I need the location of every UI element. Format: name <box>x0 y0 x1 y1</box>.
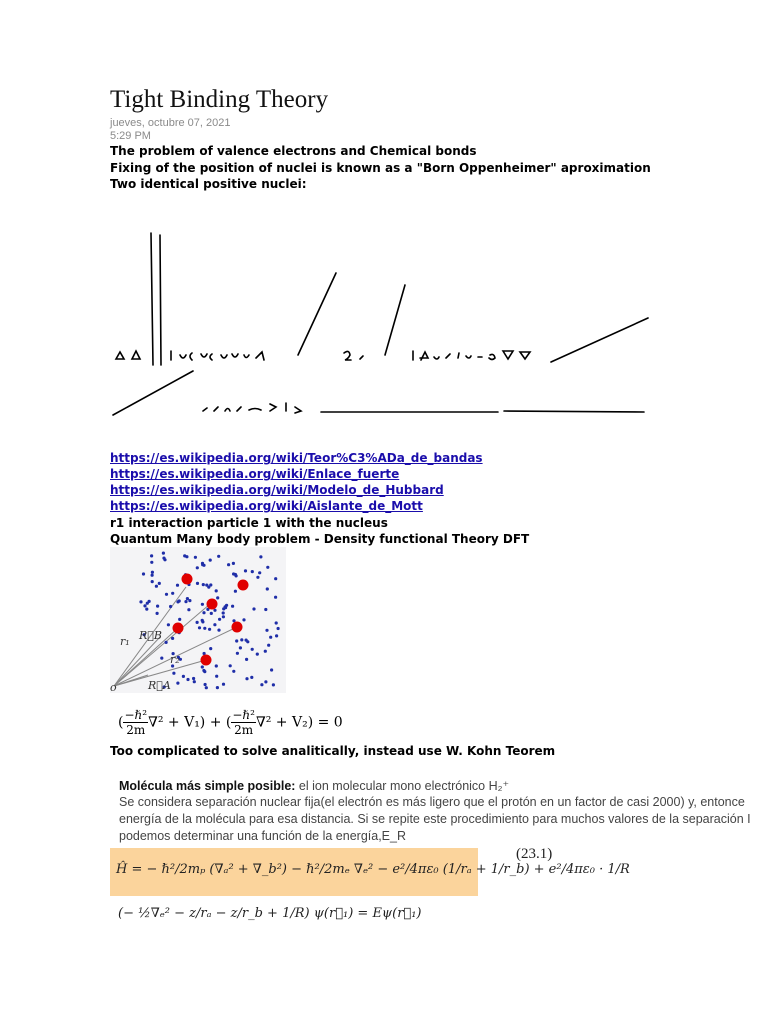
kohn-theorem-text: Too complicated to solve analitically, instead use W. Kohn Teorem <box>110 744 556 758</box>
electron-dot <box>222 611 225 614</box>
page-title: Tight Binding Theory <box>110 86 329 113</box>
electron-dot <box>251 648 254 651</box>
two-nuclei-text: Two identical positive nuclei: <box>110 177 307 191</box>
nucleus-dot <box>207 599 218 610</box>
electron-dot <box>266 587 269 590</box>
link-aislante-de-mott[interactable]: https://es.wikipedia.org/wiki/Aislante_de_Mott <box>110 499 423 513</box>
electron-dot <box>176 682 179 685</box>
electron-dot <box>222 683 225 686</box>
electron-dot <box>274 577 277 580</box>
electron-dot <box>207 586 210 589</box>
electron-dot <box>239 646 242 649</box>
electron-dot <box>277 627 280 630</box>
book-line-3: energía de la molécula para esa distancia. Si se repite este procedimiento para muchos valores de la separación I <box>119 812 751 826</box>
electron-dot <box>150 561 153 564</box>
nucleus-dot <box>238 580 249 591</box>
electron-dot <box>245 658 248 661</box>
electron-dot <box>196 566 199 569</box>
electron-dot <box>203 627 206 630</box>
schrodinger-equation: (− ½∇ₑ² − z/rₐ − z/r_b + 1/R) ψ(r⃗₁) = Eψ(r⃗₁) <box>118 906 422 921</box>
electron-dot <box>178 618 181 621</box>
electron-dot <box>204 683 207 686</box>
electron-dot <box>172 672 175 675</box>
nucleus-dot <box>173 623 184 634</box>
nucleus-dot <box>182 574 193 585</box>
electron-dot <box>184 600 187 603</box>
post-date: jueves, octubre 07, 2021 <box>110 117 231 129</box>
electron-dot <box>169 605 172 608</box>
electron-dot <box>188 599 191 602</box>
electron-dot <box>193 680 196 683</box>
electron-dot <box>215 589 218 592</box>
electron-dot <box>146 602 149 605</box>
electron-dot <box>186 678 189 681</box>
electron-dot <box>244 569 247 572</box>
electron-dot <box>258 571 261 574</box>
electron-dot <box>202 669 205 672</box>
electron-dot <box>209 559 212 562</box>
electron-dot <box>236 652 239 655</box>
electron-dot <box>275 634 278 637</box>
electron-dot <box>171 637 174 640</box>
electron-dot <box>151 580 154 583</box>
born-oppenheimer-text: Fixing of the position of nuclei is known as a "Born Oppenheimer" aproximation <box>110 161 651 175</box>
nucleus-dot <box>201 655 212 666</box>
electron-dot <box>218 618 221 621</box>
link-modelo-de-hubbard[interactable]: https://es.wikipedia.org/wiki/Modelo_de_Hubbard <box>110 483 444 497</box>
electron-dot <box>256 576 259 579</box>
electron-dot <box>158 582 161 585</box>
electron-dot <box>205 686 208 689</box>
electron-dot <box>229 664 232 667</box>
electron-dot <box>151 574 154 577</box>
electron-dot <box>215 675 218 678</box>
electron-dot <box>245 677 248 680</box>
electron-dot <box>242 618 245 621</box>
r1-interaction-text: r1 interaction particle 1 with the nucleus <box>110 516 388 530</box>
electron-dot <box>252 607 255 610</box>
electron-dot <box>272 683 275 686</box>
electron-dot <box>196 582 199 585</box>
electron-dot <box>151 571 154 574</box>
electron-dot <box>171 592 174 595</box>
post-time: 5:29 PM <box>110 130 151 142</box>
electron-dot <box>231 605 234 608</box>
electron-dot <box>235 574 238 577</box>
electron-dot <box>187 608 190 611</box>
electron-dot <box>274 596 277 599</box>
electron-dot <box>150 554 153 557</box>
electron-dot <box>201 563 204 566</box>
electron-dot <box>201 603 204 606</box>
electron-dot <box>202 611 205 614</box>
problem-heading: The problem of valence electrons and Chemical bonds <box>110 144 477 158</box>
electron-dot <box>265 629 268 632</box>
electron-dot <box>235 639 238 642</box>
electron-dot <box>264 680 267 683</box>
book-line-1: Molécula más simple posible: el ion molecular mono electrónico H₂⁺ <box>119 779 510 793</box>
electron-dot <box>160 657 163 660</box>
electron-dot <box>143 604 146 607</box>
handwritten-sketch <box>108 225 653 425</box>
electron-dot <box>167 623 170 626</box>
electron-dot <box>156 612 159 615</box>
electron-dot <box>196 621 199 624</box>
electron-dot <box>201 619 204 622</box>
electron-dot <box>186 597 189 600</box>
electron-dot <box>264 608 267 611</box>
electron-dot <box>264 650 267 653</box>
electron-dot <box>192 677 195 680</box>
electron-dot <box>208 628 211 631</box>
book-line-4: podemos determinar una función de la energía,E_R <box>119 829 406 843</box>
electron-dot <box>213 609 216 612</box>
electron-dot <box>210 612 213 615</box>
electron-dot <box>156 605 159 608</box>
electron-dot <box>259 555 262 558</box>
electron-dot <box>176 584 179 587</box>
electron-dot <box>217 629 220 632</box>
label-ra: R⃗A <box>148 679 171 692</box>
electron-dot <box>227 563 230 566</box>
link-teoria-de-bandas[interactable]: https://es.wikipedia.org/wiki/Teor%C3%ADa_de_bandas <box>110 451 483 465</box>
label-r1: r₁ <box>120 635 130 648</box>
hamiltonian-equation: Ĥ = − ℏ²/2mₚ (∇ₐ² + ∇_b²) − ℏ²/2mₑ ∇ₑ² − e²/4πε₀ (1/rₐ + 1/r_b) + e²/4πε₀ · 1/R <box>116 862 630 877</box>
electron-dot <box>266 566 269 569</box>
nucleus-dot <box>232 622 243 633</box>
electron-dot <box>260 683 263 686</box>
electron-dot <box>234 590 237 593</box>
electron-dot <box>222 615 225 618</box>
electron-dot <box>269 636 272 639</box>
electron-dot <box>139 600 142 603</box>
quantum-heading: Quantum Many body problem - Density functional Theory DFT <box>110 532 530 546</box>
electron-dot <box>194 556 197 559</box>
nuclei-diagram-svg <box>110 547 286 693</box>
electron-dot <box>275 621 278 624</box>
electron-dot <box>198 626 201 629</box>
equation-two-body: ( $\frac{\text{−ℏ²}}{2m}$ ∇² + V₁) + ( $\frac{\text{−ℏ²}}{2m}$ ∇² + V₂) = 0 <box>118 708 343 737</box>
electron-dot <box>162 557 165 560</box>
book-line-2: Se considera separación nuclear fija(el electrón es más ligero que el protón en un factor de casi 2000) y, entonce <box>119 795 745 809</box>
electron-dot <box>201 665 204 668</box>
electron-dot <box>217 555 220 558</box>
electron-dot <box>185 555 188 558</box>
electron-dot <box>202 583 205 586</box>
label-rb: R⃗B <box>139 629 162 642</box>
electron-dot <box>213 623 216 626</box>
label-r2: r₂ <box>170 653 180 666</box>
electron-dot <box>165 641 168 644</box>
electron-dot <box>232 670 235 673</box>
electron-dot <box>162 552 165 555</box>
electron-dot <box>232 562 235 565</box>
electron-dot <box>209 647 212 650</box>
electron-dot <box>216 596 219 599</box>
electron-dot <box>178 599 181 602</box>
electron-dot <box>251 570 254 573</box>
electron-dot <box>155 585 158 588</box>
electron-dot <box>165 593 168 596</box>
electron-dot <box>215 664 218 667</box>
electron-dot <box>216 686 219 689</box>
electron-dot <box>245 639 248 642</box>
nuclei-electron-diagram <box>110 547 286 693</box>
link-enlace-fuerte[interactable]: https://es.wikipedia.org/wiki/Enlace_fuerte <box>110 467 400 481</box>
electron-dot <box>145 608 148 611</box>
electron-dot <box>142 572 145 575</box>
electron-dot <box>256 653 259 656</box>
electron-dot <box>250 676 253 679</box>
electron-dot <box>225 604 228 607</box>
label-origin: o <box>110 681 117 693</box>
equation-number: (23.1) <box>516 846 553 862</box>
electron-dot <box>270 668 273 671</box>
electron-dot <box>182 675 185 678</box>
electron-dot <box>240 638 243 641</box>
electron-dot <box>267 644 270 647</box>
